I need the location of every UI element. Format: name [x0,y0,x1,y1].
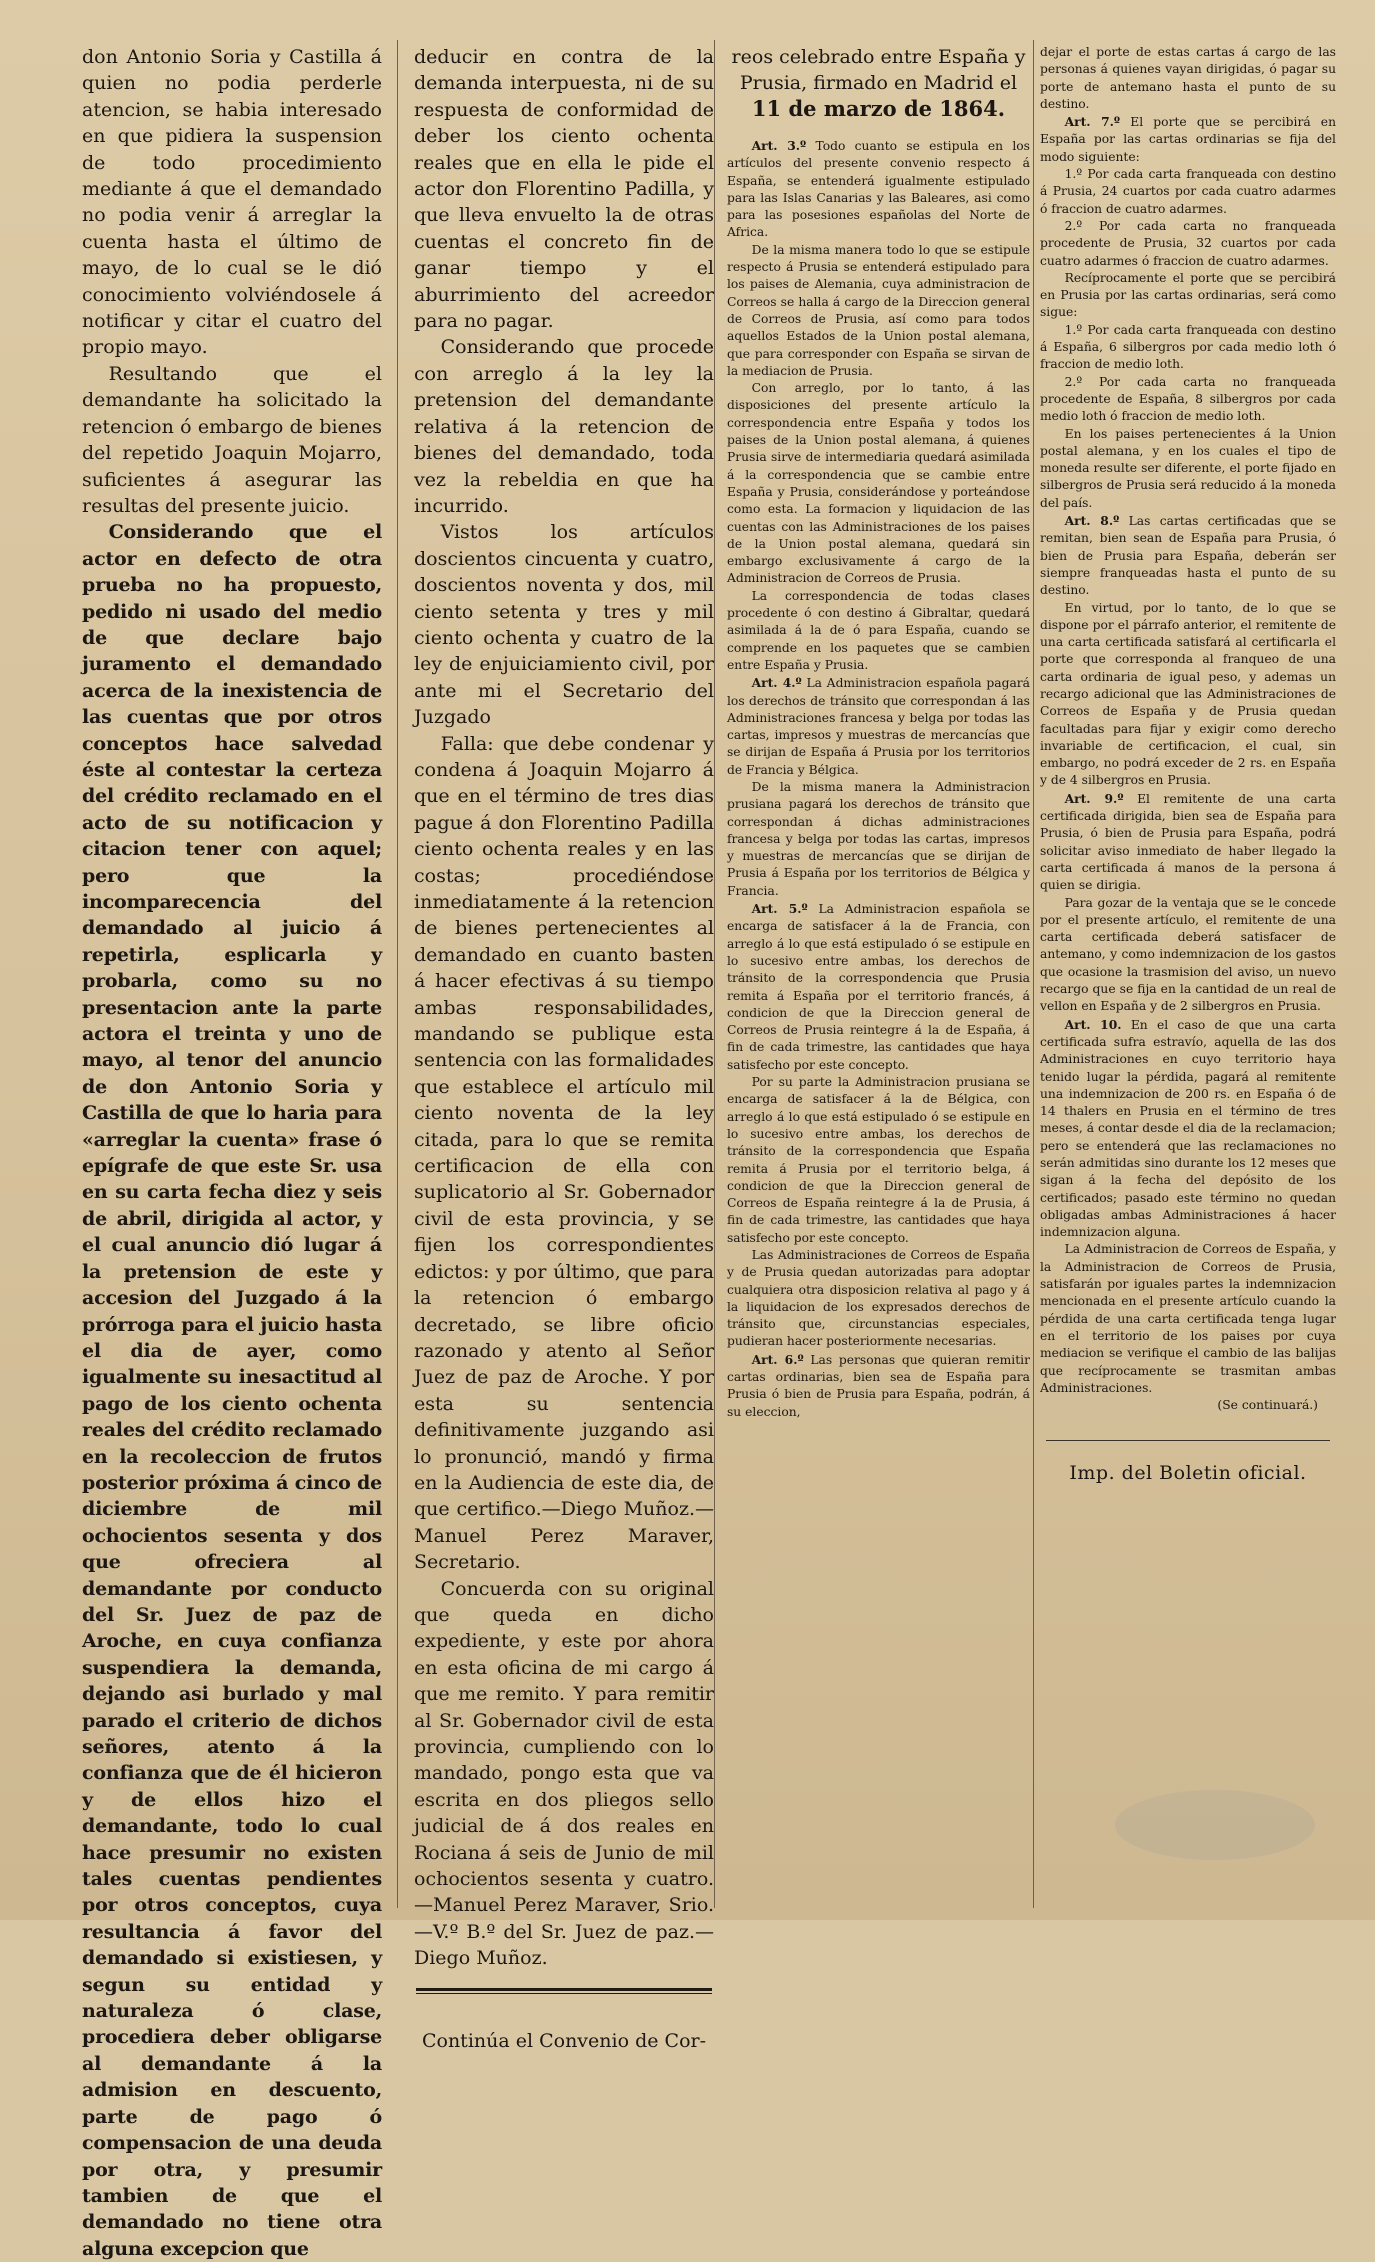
article-label: Art. 10. [1064,1016,1122,1032]
section-divider [1046,1440,1330,1441]
article-5 [727,900,1030,1074]
column-1 [82,44,382,2260]
paragraph: 1.º Por cada carta franqueada con destino á Prusia, 24 cuartos por cada cuatro adarmes ó fraccion de cuatro adarmes. [1040,167,1336,216]
article-text: Las cartas certificadas que se remitan, bien sean de España para Prusia, ó bien de Prusia para España, deberán ser siempre franqueadas hasta el punto de su destino. [1040,514,1336,598]
column-rule [397,40,398,1908]
column-3 [727,44,1030,1904]
treaty-heading-text: reos celebrado entre España y Prusia, firmado en Madrid el [731,46,1026,94]
paragraph: 2.º Por cada carta no franqueada procedente de Prusia, 32 cuartos por cada cuatro adarmes ó fraccion de cuatro adarmes. [1040,218,1336,268]
article-label: Art. 5.º [751,901,808,917]
paragraph: De la misma manera la Administracion prusiana pagará los derechos de tránsito que correspondan á dichas administraciones francesa y belga por todas las cartas, impresos y muestras de mercancías que se dirijan de Prusia á España por los territorios de Bélgica y Francia. [727,779,1030,898]
paragraph: Vistos los artículos doscientos cincuenta y cuatro, doscientos noventa y dos, mil ciento setenta y tres y mil ciento ochenta y cuatro de la ley de enjuiciamiento civil, por ante mi el Secretario del Juzgado [414,521,714,729]
paragraph: La Administracion de Correos de España, y la Administracion de Correos de Prusia, satisfarán por iguales partes la indemnizacion mencionada en el presente artículo cuando la pérdida de una carta certificada tenga lugar en el territorio de los paises por cuya mediacion se verifique el cambio de las balijas que recíprocamente se trasmitan ambas Administraciones. [1040,1242,1336,1395]
article-text: Las personas que quieran remitir cartas ordinarias, bien sea de España para Prusia ó bien de Prusia para España, podrán, á su eleccion, [727,1352,1030,1419]
paragraph: 2.º Por cada carta no franqueada procedente de España, 8 silbergros por cada medio loth ó fraccion de medio loth. [1040,374,1336,424]
paragraph: De la misma manera todo lo que se estipule respecto á Prusia se entenderá estipulado para los paises de Alemania, cuya administracion de Correos se halla á cargo de la Direccion general de Correos de Prusia, así como para todos aquellos Estados de la Union postal alemana, que para corresponder con España se sirvan de la mediacion de Prusia. [727,242,1030,378]
article-6 [727,1351,1030,1421]
paragraph: don Antonio Soria y Castilla á quien no podia perderle atencion, se habia interesado en que pidiera la suspension de todo procedimiento mediante á que el demandado no podia venir á arreglar la cuenta hasta el último de mayo, de lo cual se le dió conocimiento volviéndosele á notificar y citar el cuatro del propio mayo. [82,46,382,359]
article-label: Art. 3.º [751,138,807,153]
treaty-heading-date: 11 de marzo de 1864. [751,96,1006,121]
article-text: La Administracion española pagará los derechos de tránsito que correspondan á las Administraciones francesa y belga por todas las cartas, impresos y muestras de mercancías que se dirijan de España á Prusia por los territorios de Francia y Bélgica. [727,676,1030,777]
paragraph: deducir en contra de la demanda interpuesta, ni de su respuesta de conformidad de deber los ciento ochenta reales que en ella le pide el actor don Florentino Padilla, y que lleva envuelto la de otras cuentas el concreto fin de ganar tiempo y el aburrimiento del acreedor para no pagar. [414,46,714,333]
article-text: La Administracion española se encarga de satisfacer á la de Francia, con arreglo á lo que está estipulado ó se estipule en lo sucesivo entre ambas, los derechos de tránsito de la correspondencia que Prusia remita á España por el territorio francés, á condicion de que la Direccion general de Correos de Prusia reintegre á la de España, á fin de cada trimestre, las cantidades que haya satisfecho por este concepto. [727,902,1031,1072]
paragraph: Considerando que el actor en defecto de otra prueba no ha propuesto, pedido ni usado del medio de que declare bajo juramento el demandado acerca de la inexistencia de las cuentas que por otros conceptos hace salvedad éste al contestar la certeza del crédito reclamado en el acto de su notificacion y citacion tener con aquel; pero que la incomparecencia del demandado al juicio á repetirla, esplicarla y probarla, como su no presentacion ante la parte actora el treinta y uno de mayo, al tenor del anuncio de don Antonio Soria y Castilla de que lo haria para «arreglar la cuenta» frase ó epígrafe de que este Sr. usa en su carta fecha diez y seis de abril, dirigida al actor, y el cual anuncio dió lugar á la pretension de este y accesion del Juzgado á la prórroga para el juicio hasta el dia de ayer, como igualmente su inesactitud al pago de los ciento ochenta reales del crédito reclamado en la recoleccion de frutos posterior próxima á cinco de diciembre de mil ochocientos sesenta y dos que ofreciera al demandante por conducto del Sr. Juez de paz de Aroche, en cuya confianza suspendiera la demanda, dejando asi burlado y mal parado el criterio de dichos señores, atento á la confianza que de él hicieron y de ellos hizo el demandante, todo lo cual hace presumir no existen tales cuentas pendientes por otros conceptos, cuya resultancia á favor del demandado si existiesen, y segun su entidad y naturaleza ó clase, procediera deber obligarse al demandante á la admision en descuento, parte de pago ó compensacion de una deuda por otra, y presumir tambien de que el demandado no tiene otra alguna excepcion que [82,521,382,2260]
paragraph: En los paises pertenecientes á la Union postal alemana, y en los cuales el tipo de moneda resulte ser diferente, el porte fijado en silbergros de Prusia será reducido á la moneda del país. [1040,426,1336,510]
article-label: Art. 6.º [751,1351,804,1367]
column-2 [414,44,714,2052]
paragraph: La correspondencia de todas clases procedente ó con destino á Gibraltar, quedará asimilada á la de ó para España, cuando se comprende en los paquetes que se cambien entre España y Prusia. [727,588,1030,672]
paragraph: Concuerda con su original que queda en dicho expediente, y este por ahora en esta oficina de mi cargo á que me remito. Y para remitir al Sr. Gobernador civil de esta provincia, cumpliendo con lo mandado, pongo esta que va escrita en dos pliegos sello judicial de á dos reales en Rociana á seis de Junio de mil ochocientos sesenta y cuatro.—Manuel Perez Maraver, Srio.—V.º B.º del Sr. Juez de paz.—Diego Muñoz. [414,1577,714,1970]
article-4 [727,674,1030,779]
paragraph: 1.º Por cada carta franqueada con destino á España, 6 silbergros por cada medio loth ó fraccion de medio loth. [1040,322,1336,372]
column-rule [714,40,715,1908]
paragraph: Resultando que el demandante ha solicitado la retencion ó embargo de bienes del repetido Joaquin Mojarro, suficientes á asegurar las resultas del presente juicio. [82,362,382,517]
article-text: El remitente de una carta certificada dirigida, bien sea de España para Prusia, ó bien de Prusia para España, podrá solicitar aviso inmediato de haber llegado la carta certificada á manos de la persona á quien se dirigia. [1040,791,1336,893]
paragraph: En virtud, por lo tanto, de lo que se dispone por el párrafo anterior, el remitente de una carta certificada satisfará al certificarla el porte que corresponda al franqueo de una carta ordinaria de igual peso, y ademas un recargo adicional que las Administraciones de Correos de España y de Prusia quedan facultadas para fijar y exigir como derecho invariable de certificacion, el cual, sin embargo, no podrá exceder de 2 rs. en España y de 4 silbergros en Prusia. [1040,600,1336,788]
article-text: Todo cuanto se estipula en los artículos del presente convenio respecto á España, se entenderá igualmente estipulado para las Islas Canarias y las Baleares, asi como para las posesiones españolas del Norte de Africa. [727,139,1030,240]
article-text: En el caso de que una carta certificada sufra estravío, aquella de las dos Administraciones en cuyo territorio haya tenido lugar la pérdida, pagará al remitente una indemnizacion de 200 rs. en España ó de 14 thalers en Prusia en el término de tres meses, á contar desde el dia de la reclamacion; pero se entenderá que las reclamaciones no serán admitidas sino durante los 12 meses que sigan á la fecha del depósito de los certificados; pasado este término no quedan obligadas ambas Administraciones á hacer indemnizacion alguna. [1040,1017,1336,1240]
article-8 [1040,512,1336,599]
treaty-heading [727,44,1030,123]
paragraph: Con arreglo, por lo tanto, á las disposiciones del presente artículo la correspondencia entre España y todos los paises de la Union postal alemana, á quienes Prusia sirve de intermediaria quedará asimilada á la correspondencia que se cambie entre España y Prusia, considerándose y porteándose como esta. La formacion y liquidacion de las cuentas con las Administraciones de los paises de la Union postal alemana, quedará sin embargo exclusivamente á cargo de la Administracion de Correos de Prusia. [727,381,1030,586]
column-4 [1040,44,1336,1904]
article-label: Art. 7.º [1064,114,1121,130]
article-label: Art. 4.º [751,675,802,691]
article-text: El porte que se percibirá en España por las cartas ordinarias se fija del modo siguiente: [1040,115,1336,164]
paragraph: Las Administraciones de Correos de España y de Prusia quedan autorizadas para adoptar cualquiera otra disposicion relativa al pago y á la liquidacion de los expresados derechos de tránsito que, circunstancias especiales, pudieran hacer posteriormente necesarias. [727,1248,1030,1349]
paragraph: Por su parte la Administracion prusiana se encarga de satisfacer á la de Bélgica, con arreglo á lo que está estipulado ó se estipule en lo sucesivo entre ambas, los derechos de tránsito de la correspondencia que España remita á Prusia por el territorio belga, á condicion de que la Direccion general de Correos de España reintegre á la de Prusia, á fin de cada trimestre, las cantidades que haya satisfecho por este concepto. [727,1075,1030,1245]
to-be-continued: (Se continuará.) [1217,1398,1318,1413]
article-3 [727,137,1030,242]
paragraph: Falla: que debe condenar y condena á Joaquin Mojarro á que en el término de tres dias pague á don Florentino Padilla ciento ochenta reales y en las costas; procediéndose inmediatamente á la retencion de bienes pertenecientes al demandado en cuanto basten á hacer efectivas á su tiempo ambas responsabilidades, mandando se publique esta sentencia con las formalidades que establece el artículo mil ciento noventa de la ley citada, para lo que se remita certificacion de ella con suplicatorio al Sr. Gobernador civil de esta provincia, y se fijen los correspondientes edictos: y por último, que para la retencion ó embargo decretado, se libre oficio razonado y atento al Señor Juez de paz de Aroche. Y por esta su sentencia definitivamente juzgando asi lo pronunció, mandó y firma en la Audiencia de este dia, de que certifico.—Diego Muñoz.—Manuel Perez Maraver, Secretario. [414,732,714,1574]
printer-imprint: Imp. del Boletin oficial. [1069,1462,1307,1485]
article-7 [1040,113,1336,166]
paragraph: Para gozar de la ventaja que se le concede por el presente artículo, el remitente de una carta certificada deberá satisfacer de antemano, y como indemnizacion de los gastos que ocasione la trasmision del aviso, un nuevo recargo que se fija en la cantidad de un real de vellon en España y de 2 silbergros en Prusia. [1040,895,1336,1014]
paragraph: dejar el porte de estas cartas á cargo de las personas á quienes vayan dirigidas, ó pagar su porte de antemano hasta el punto de su destino. [1040,45,1336,111]
paragraph: Considerando que procede con arreglo á la ley la pretension del demandante relativa á la retencion de bienes del demandado, toda vez la rebeldia en que ha incurrido. [414,336,714,517]
section-divider [416,1988,712,1994]
article-label: Art. 9.º [1064,790,1124,806]
article-label: Art. 8.º [1064,513,1120,529]
column-rule [1033,40,1034,1908]
paragraph: Recíprocamente el porte que se percibirá en Prusia por las cartas ordinarias, será como sigue: [1040,270,1336,320]
continuation-heading: Continúa el Convenio de Cor- [421,2029,707,2052]
article-10 [1040,1016,1336,1242]
article-9 [1040,790,1336,895]
